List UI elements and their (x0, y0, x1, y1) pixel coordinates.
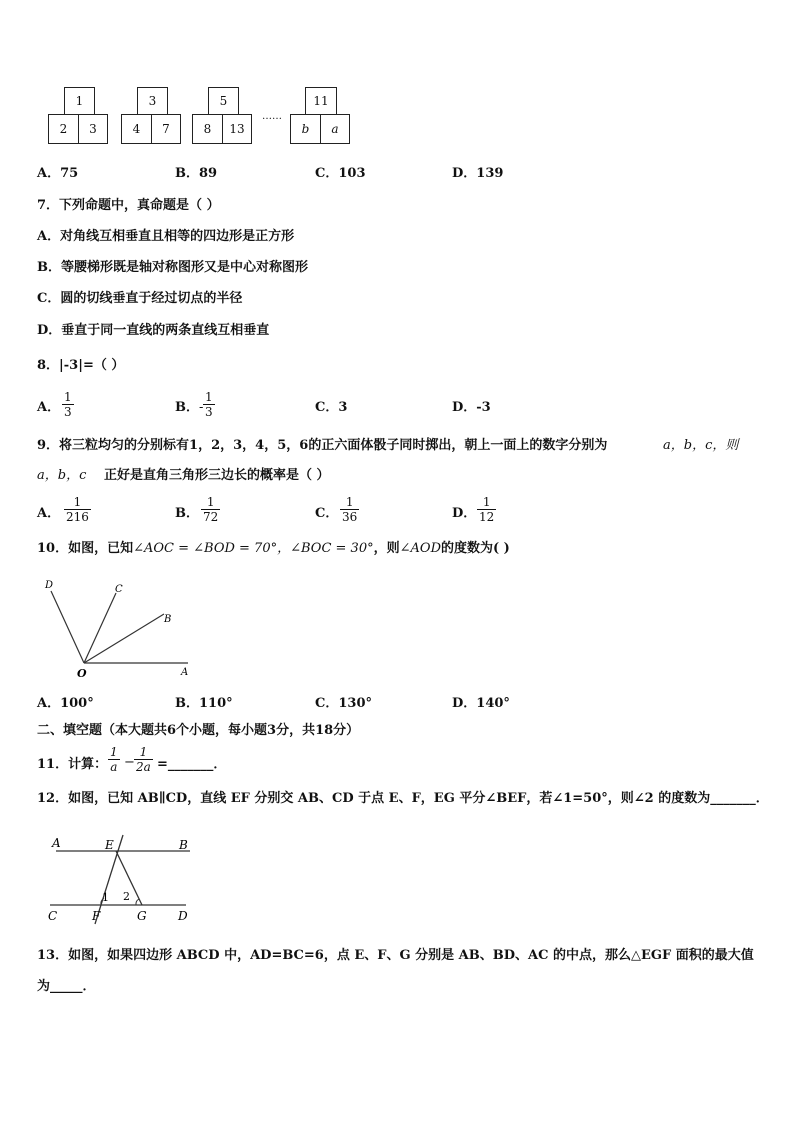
ray-ob (84, 614, 164, 663)
q11-prefix: 11．计算： (37, 757, 108, 772)
label-a: A (181, 667, 189, 678)
q9-option-d-label: D． (452, 506, 477, 521)
q9-option-a-fraction (64, 495, 91, 524)
q8-option-b-sign: - (199, 400, 204, 415)
q10-option-a: A．100° (37, 696, 94, 711)
q8-option-a-fraction (62, 390, 74, 419)
q7-option-c: C．圆的切线垂直于经过切点的半径 (37, 291, 243, 306)
q8-option-d: D．-3 (452, 400, 491, 415)
q11-fraction-2 (134, 745, 153, 774)
fraction-denominator: 216 (66, 510, 89, 524)
label-b: B (164, 614, 172, 625)
q13-stem-line1: 13．如图，如果四边形 ABCD 中，AD=BC=6，点 E、F、G 分别是 AB、BD、AC 的中点，那么△EGF 面积的最大值 (37, 948, 754, 963)
label-angle-1: 1 (102, 891, 109, 904)
fraction-numerator: 1 (134, 745, 153, 760)
label-angle-2: 2 (123, 890, 130, 903)
q6-box-top: 1 (64, 87, 95, 115)
q6-box-left: 8 (192, 114, 223, 144)
q6-box-top: 5 (208, 87, 239, 115)
q6-box-left: b (290, 114, 321, 144)
fraction-denominator: 2a (136, 760, 151, 774)
fraction-denominator: 36 (342, 510, 358, 524)
q8-option-b-fraction (203, 390, 215, 419)
q6-box-left: 2 (48, 114, 79, 144)
q10-option-b: B．110° (175, 696, 233, 711)
q10-stem-math2: ∠AOD (399, 541, 441, 556)
q13-stem-line2: 为_____． (37, 979, 96, 994)
fraction-denominator: 72 (203, 510, 219, 524)
q12-stem: 12．如图，已知 AB∥CD，直线 EF 分别交 AB、CD 于点 E、F，EG 平分∠BEF，若∠1=50°，则∠2 的度数为_______． (37, 791, 769, 806)
q6-box-right: 3 (78, 114, 108, 144)
q9-stem-vars: a，b，c，则 (663, 438, 739, 453)
label-f: F (92, 909, 101, 923)
q6-box-right: 7 (151, 114, 181, 144)
q6-box-top: 11 (305, 87, 337, 115)
q11-suffix: =_______． (157, 757, 227, 772)
fraction-denominator: 3 (205, 405, 213, 419)
q11-fraction-1 (108, 745, 120, 774)
label-g: G (137, 909, 147, 923)
q9-option-c-fraction (340, 495, 359, 524)
q10-option-c: C．130° (315, 696, 372, 711)
q8-option-c: C．3 (315, 400, 348, 415)
q6-box-right: 13 (222, 114, 252, 144)
q6-option-a: A．75 (37, 166, 79, 181)
label-b: B (179, 838, 188, 852)
q6-box-right: a (320, 114, 350, 144)
q9-stem-line1: 9．将三粒均匀的分别标有1，2，3，4，5，6的正六面体骰子同时掷出，朝上一面上的数字分别为 (37, 438, 608, 453)
q11-minus: − (124, 755, 135, 770)
label-d: D (178, 909, 188, 923)
q9-option-d-fraction (477, 495, 496, 524)
q6-box-left: 4 (121, 114, 152, 144)
q8-option-a-label: A． (37, 400, 61, 415)
q9-option-c-label: C． (315, 506, 339, 521)
label-a: A (52, 836, 61, 850)
q7-option-d: D．垂直于同一直线的两条直线互相垂直 (37, 323, 270, 338)
q10-stem-a: 10．如图，已知 (37, 541, 134, 556)
fraction-denominator: 12 (479, 510, 495, 524)
fraction-numerator: 1 (201, 495, 220, 510)
section-heading: 二、填空题（本大题共6个小题，每小题3分，共18分） (37, 723, 360, 738)
fraction-numerator: 1 (64, 390, 72, 404)
q8-option-b-label: B． (175, 400, 199, 415)
q6-option-d: D．139 (452, 166, 504, 181)
label-c: C (115, 584, 123, 595)
fraction-numerator: 1 (205, 390, 213, 404)
label-d: D (45, 580, 54, 591)
ray-od (51, 591, 84, 663)
q9-option-a-label: A． (37, 506, 61, 521)
q6-option-b: B．89 (175, 166, 218, 181)
q10-stem-b: ，则 (373, 541, 400, 556)
q7-stem: 7．下列命题中，真命题是（ ） (37, 198, 220, 213)
label-o: O (77, 667, 87, 678)
q6-ellipsis: …… (262, 111, 282, 122)
q10-stem-math: ∠AOC = ∠BOD = 70°，∠BOC = 30° (133, 541, 374, 556)
fraction-numerator: 1 (340, 495, 359, 510)
fraction-numerator: 1 (477, 495, 496, 510)
q10-option-d: D．140° (452, 696, 510, 711)
q7-option-a: A．对角线互相垂直且相等的四边形是正方形 (37, 229, 295, 244)
q9-option-b-label: B． (175, 506, 199, 521)
q6-option-c: C．103 (315, 166, 366, 181)
q12-parallel-lines-figure (40, 830, 200, 926)
fraction-numerator: 1 (110, 745, 118, 759)
q8-stem: 8．|-3|=（ ） (37, 358, 125, 373)
q10-stem (37, 540, 510, 558)
q6-box-top: 3 (137, 87, 168, 115)
fraction-denominator: a (110, 760, 118, 774)
q10-stem-c: 的度数为( ) (441, 541, 510, 556)
fraction-numerator: 1 (64, 495, 91, 510)
label-c: C (48, 909, 58, 923)
angle-2-arc (136, 899, 139, 905)
q7-option-b: B．等腰梯形既是轴对称图形又是中心对称图形 (37, 260, 308, 275)
label-e: E (105, 838, 114, 852)
q9-stem-line2-vars: a，b，c (37, 468, 87, 483)
q10-angle-figure (36, 574, 196, 678)
q9-stem-line2: 正好是直角三角形三边长的概率是（ ） (104, 468, 330, 483)
fraction-denominator: 3 (64, 405, 72, 419)
q9-option-b-fraction (201, 495, 220, 524)
